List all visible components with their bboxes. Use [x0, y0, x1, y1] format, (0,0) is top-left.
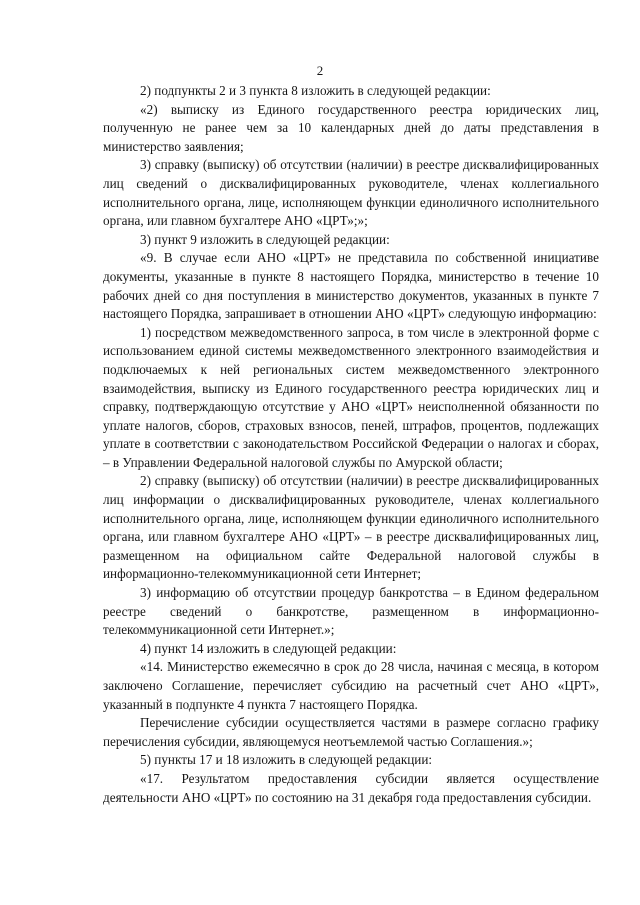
- paragraph-clause-9: «9. В случае если АНО «ЦРТ» не представила по собственной инициативе документы, указанные в пункте 8 настоящего Порядка, министерство в течение 10 рабочих дней со дня поступления в министерство документов, указанных в пункте 7 настоящего Порядка, запрашивает в отношении АНО «ЦРТ» следующую информацию:: [103, 250, 599, 322]
- paragraph-egrul-extract: «2) выписку из Единого государственного реестра юридических лиц, полученную не ранее чем за 10 календарных дней до даты представления в министерство заявления;: [103, 101, 599, 154]
- paragraph-clause-14: «14. Министерство ежемесячно в срок до 28 числа, начиная с месяца, в котором заключено Соглашение, перечисляет субсидию на расчетный счет АНО «ЦРТ», указанный в подпункте 4 пункта 7 настоящего Порядка.: [103, 659, 599, 712]
- paragraph-disqualified-registry: 2) справку (выписку) об отсутствии (наличии) в реестре дисквалифицированных лиц информации о дисквалифицированных руководителе, членах коллегиального исполнительного органа, лице, исполняющем функции единоличного исполнительного органа, или главном бухгалтере АНО «ЦРТ» – в реестре дисквалифицированных лиц, размещенном на официальном сайте Федеральной налоговой службы в информационно-телекоммуникационной сети Интернет;: [103, 473, 599, 582]
- paragraph-interagency-request: 1) посредством межведомственного запроса, в том числе в электронной форме с использованием единой системы межведомственного электронного взаимодействия и подключаемых к ней региональных систем межведомственного электронного взаимодействия, выписку из Единого государственного реестра юридических лиц и справку, подтверждающую отсутствие у АНО «ЦРТ» неисполненной обязанности по уплате налогов, сборов, страховых взносов, пеней, штрафов, процентов, подлежащих уплате в соответствии с законодательством Российской Федерации о налогах и сборах, – в Управлении Федеральной налоговой службы по Амурской области;: [103, 324, 599, 470]
- paragraph-item-5-amend: 5) пункты 17 и 18 изложить в следующей редакции:: [140, 752, 433, 768]
- paragraph-subsidy-transfer: Перечисление субсидии осуществляется частями в размере согласно графику перечисления субсидии, являющемуся неотъемлемой частью Соглашения.»;: [103, 715, 599, 749]
- paragraph-clause-17: «17. Результатом предоставления субсидии является осуществление деятельности АНО «ЦРТ» по состоянию на 31 декабря года предоставления субсидии.: [103, 770, 599, 805]
- document-body: [103, 82, 599, 807]
- paragraph-disqualification-certificate: 3) справку (выписку) об отсутствии (наличии) в реестре дисквалифицированных лиц сведений о дисквалифицированных руководителе, членах коллегиального исполнительного органа, лице, исполняющем функции единоличного исполнительного органа, или главном бухгалтере АНО «ЦРТ»;»;: [103, 157, 599, 229]
- paragraph-item-2-amend: 2) подпункты 2 и 3 пункта 8 изложить в следующей редакции:: [140, 83, 491, 98]
- paragraph-bankruptcy-info: 3) информацию об отсутствии процедур банкротства – в Едином федеральном реестре сведений о банкротстве, размещенном в информационно-телекоммуникационной сети Интернет.»;: [103, 585, 599, 638]
- paragraph-item-3-amend: 3) пункт 9 изложить в следующей редакции:: [140, 231, 390, 247]
- page-number: 2: [316, 63, 324, 78]
- paragraph-item-4-amend: 4) пункт 14 изложить в следующей редакции:: [140, 640, 397, 656]
